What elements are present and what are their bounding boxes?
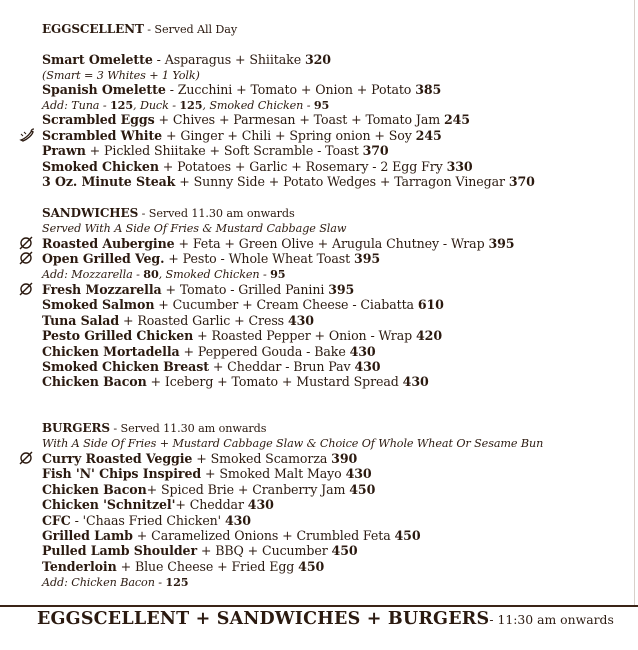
item-price: 320 xyxy=(304,52,331,67)
section-header-burgers xyxy=(42,420,266,436)
item-name: Scrambled White xyxy=(42,128,163,143)
vegetarian-icon xyxy=(19,236,33,250)
item-description: - 'Chaas Fried Chicken' xyxy=(70,513,225,528)
menu-item xyxy=(42,159,473,174)
item-name: Tenderloin xyxy=(42,559,117,574)
section-title: EGGSCELLENT xyxy=(42,22,144,36)
item-price: 395 xyxy=(328,282,355,297)
section-note: - Served All Day xyxy=(143,23,238,36)
add-on-text: Add: Mozzarella - xyxy=(42,268,144,281)
item-price: 420 xyxy=(416,328,442,343)
item-description: + Cheddar - Brun Pav xyxy=(208,359,355,374)
menu-item xyxy=(42,82,441,97)
section-note: - Served 11.30 am onwards xyxy=(138,207,295,220)
menu-item xyxy=(42,466,372,481)
menu-item xyxy=(42,112,470,127)
item-name: Pesto Grilled Chicken xyxy=(42,328,194,343)
item-note-text: (Smart = 3 Whites + 1 Yolk) xyxy=(42,69,200,82)
item-description: + Cucumber + Cream Cheese - Ciabatta xyxy=(154,297,418,312)
chili-icon xyxy=(19,128,33,142)
item-description: + Ginger + Chili + Spring onion + Soy xyxy=(162,128,416,143)
section-note: - Served 11.30 am onwards xyxy=(109,422,267,435)
item-name: Spanish Omelette xyxy=(42,82,166,97)
menu-item xyxy=(42,451,357,466)
menu-item xyxy=(42,236,514,251)
menu-item xyxy=(42,497,274,512)
section-title: BURGERS xyxy=(42,421,110,435)
menu-item xyxy=(42,559,324,574)
item-description: + Potatoes + Garlic + Rosemary - 2 Egg Fry xyxy=(158,159,447,174)
item-description: - Zucchini + Tomato + Onion + Potato xyxy=(165,82,416,97)
item-description: + Roasted Garlic + Cress xyxy=(119,313,288,328)
item-name: Smoked Chicken Breast xyxy=(42,359,209,374)
item-name: Tuna Salad xyxy=(42,313,120,328)
page-edge xyxy=(634,0,635,606)
vegetarian-icon xyxy=(19,282,33,296)
item-description: + Spiced Brie + Cranberry Jam xyxy=(146,482,350,497)
item-price: 370 xyxy=(362,143,389,158)
add-on-line xyxy=(42,574,188,590)
item-price: 245 xyxy=(443,112,470,127)
item-name: Chicken 'Schnitzel' xyxy=(42,497,176,512)
item-price: 430 xyxy=(345,466,372,481)
section-subnote xyxy=(42,220,346,236)
menu-item xyxy=(42,359,380,374)
item-price: 390 xyxy=(331,451,358,466)
vegetarian-icon xyxy=(19,251,33,265)
add-on-text: , Smoked Chicken - xyxy=(202,99,314,112)
section-header-eggscellent xyxy=(42,21,237,37)
item-description: + Smoked Malt Mayo xyxy=(201,466,346,481)
item-name: Smoked Chicken xyxy=(42,159,159,174)
menu-item xyxy=(42,374,429,389)
vegetarian-icon xyxy=(19,451,33,465)
item-name: Grilled Lamb xyxy=(42,528,133,543)
menu-item xyxy=(42,52,331,67)
menu-item xyxy=(42,143,389,158)
add-on-line xyxy=(42,97,329,113)
item-name: Chicken Bacon xyxy=(42,374,147,389)
item-price: 450 xyxy=(331,543,358,558)
item-price: 430 xyxy=(354,359,381,374)
item-name: Smart Omelette xyxy=(42,52,153,67)
item-name: 3 Oz. Minute Steak xyxy=(42,174,176,189)
item-description: + Iceberg + Tomato + Mustard Spread xyxy=(146,374,403,389)
item-price: 450 xyxy=(349,482,376,497)
item-price: 450 xyxy=(394,528,421,543)
item-description: + BBQ + Cucumber xyxy=(196,543,332,558)
item-description: + Cheddar xyxy=(175,497,248,512)
add-on-price: 80 xyxy=(143,267,159,281)
item-price: 385 xyxy=(415,82,442,97)
item-description: + Sunny Side + Potato Wedges + Tarragon Vinegar xyxy=(175,174,509,189)
item-price: 430 xyxy=(287,313,314,328)
item-description: + Smoked Scamorza xyxy=(192,451,332,466)
item-name: Chicken Mortadella xyxy=(42,344,180,359)
item-price: 370 xyxy=(508,174,535,189)
menu-item xyxy=(42,313,314,328)
menu-item xyxy=(42,174,535,189)
item-description: + Tomato - Grilled Panini xyxy=(161,282,329,297)
menu-item xyxy=(42,482,375,497)
item-name: CFC xyxy=(42,513,71,528)
item-name: Roasted Aubergine xyxy=(42,236,175,251)
section-subnote-text: Served With A Side Of Fries & Mustard Cabbage Slaw xyxy=(42,222,347,235)
item-price: 450 xyxy=(298,559,325,574)
item-name: Fish 'N' Chips Inspired xyxy=(42,466,202,481)
item-description: + Chives + Parmesan + Toast + Tomato Jam xyxy=(154,112,444,127)
add-on-price: 95 xyxy=(270,267,286,281)
add-on-price: 95 xyxy=(313,98,330,112)
menu-item xyxy=(42,328,442,343)
add-on-line xyxy=(42,266,285,282)
add-on-price: 125 xyxy=(179,98,203,112)
item-description: - Asparagus + Shiitake xyxy=(152,52,305,67)
item-name: Chicken Bacon xyxy=(42,482,147,497)
add-on-text: Add: Chicken Bacon - xyxy=(42,576,166,589)
item-price: 395 xyxy=(354,251,381,266)
item-name: Prawn xyxy=(42,143,86,158)
item-price: 430 xyxy=(349,344,376,359)
item-price: 330 xyxy=(446,159,473,174)
item-description: + Blue Cheese + Fried Egg xyxy=(116,559,299,574)
item-description: + Pickled Shiitake + Soft Scramble - Toast xyxy=(85,143,363,158)
menu-item xyxy=(42,251,380,266)
add-on-price: 125 xyxy=(165,575,189,589)
item-price: 610 xyxy=(417,297,444,312)
item-name: Open Grilled Veg. xyxy=(42,251,165,266)
item-price: 245 xyxy=(415,128,442,143)
add-on-text: , Smoked Chicken - xyxy=(158,268,271,281)
item-description: + Caramelized Onions + Crumbled Feta xyxy=(132,528,395,543)
add-on-text: , Duck - xyxy=(133,99,180,112)
item-price: 395 xyxy=(488,236,515,251)
item-name: Curry Roasted Veggie xyxy=(42,451,193,466)
add-on-text: Add: Tuna - xyxy=(42,99,110,112)
item-name: Pulled Lamb Shoulder xyxy=(42,543,197,558)
menu-item xyxy=(42,513,251,528)
item-description: + Feta + Green Olive + Arugula Chutney - Wrap xyxy=(174,236,489,251)
menu-item xyxy=(42,297,444,312)
menu-item xyxy=(42,543,358,558)
section-subnote xyxy=(42,435,543,451)
item-description: + Peppered Gouda - Bake xyxy=(179,344,350,359)
footer-note: - 11:30 am onwards xyxy=(489,612,614,627)
menu-item xyxy=(42,344,376,359)
item-name: Smoked Salmon xyxy=(42,297,155,312)
item-note xyxy=(42,67,200,83)
footer-title: EGGSCELLENT + SANDWICHES + BURGERS xyxy=(37,609,490,629)
item-name: Scrambled Eggs xyxy=(42,112,155,127)
menu-item xyxy=(42,528,421,543)
menu-item xyxy=(42,128,442,143)
footer-banner xyxy=(37,609,614,629)
item-price: 430 xyxy=(224,513,251,528)
item-name: Fresh Mozzarella xyxy=(42,282,162,297)
add-on-price: 125 xyxy=(109,98,134,112)
section-subnote-text: With A Side Of Fries + Mustard Cabbage Slaw & Choice Of Whole Wheat Or Sesame Bun xyxy=(42,437,544,450)
item-description: + Roasted Pepper + Onion - Wrap xyxy=(193,328,416,343)
item-price: 430 xyxy=(247,497,274,512)
item-price: 430 xyxy=(402,374,429,389)
menu-item xyxy=(42,282,354,297)
footer-divider xyxy=(0,605,638,607)
item-description: + Pesto - Whole Wheat Toast xyxy=(164,251,355,266)
section-title: SANDWICHES xyxy=(42,206,139,220)
section-header-sandwiches xyxy=(42,205,295,221)
